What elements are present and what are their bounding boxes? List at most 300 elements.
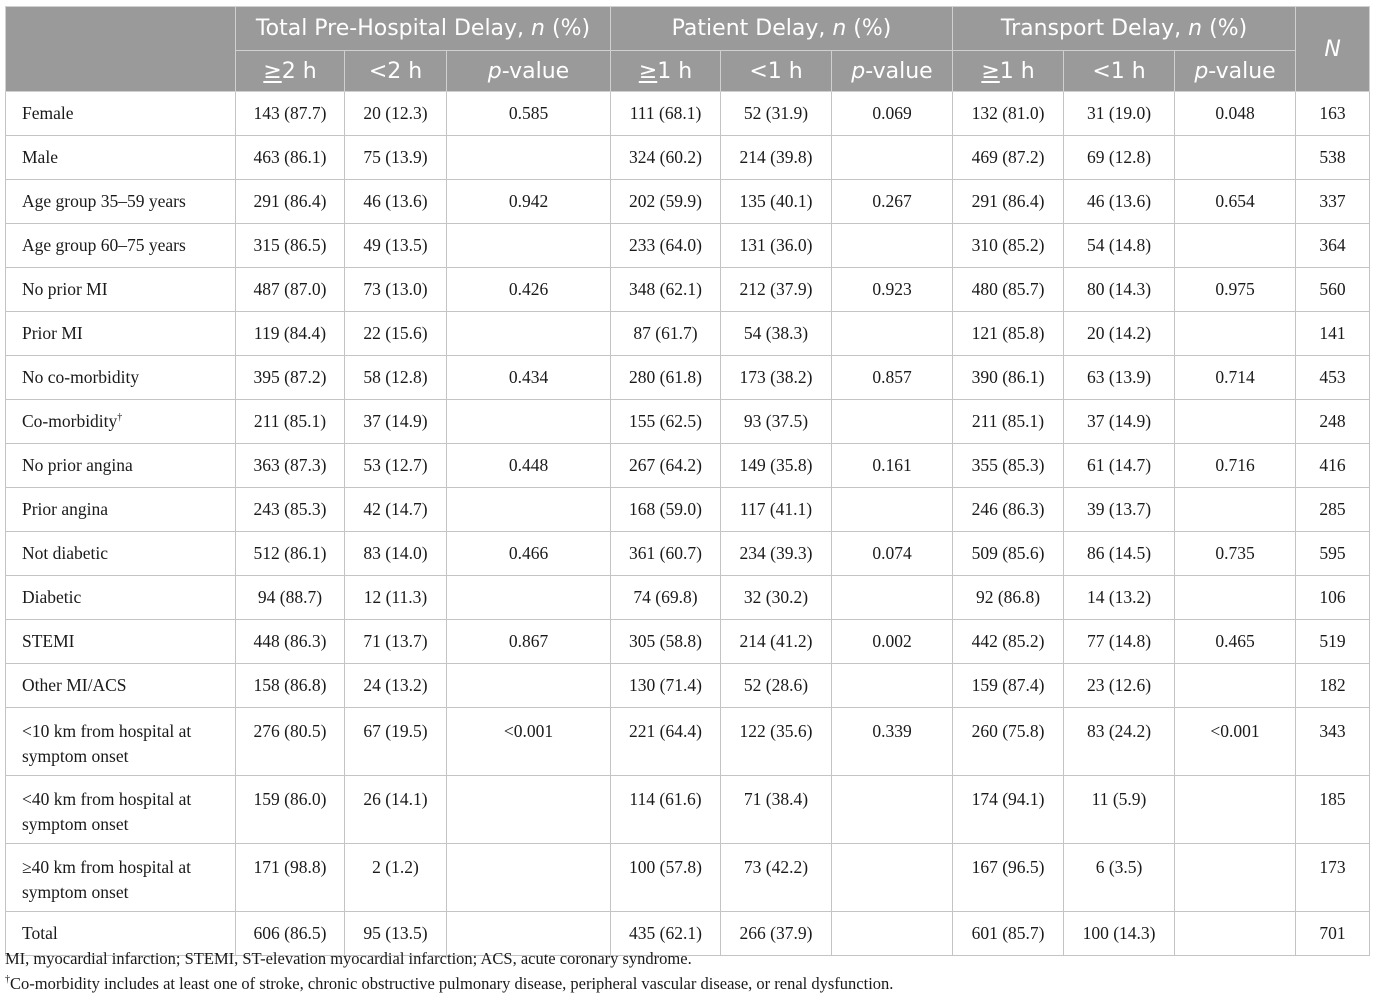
cell-value: 83 (24.2) — [1086, 721, 1152, 741]
header-group-text: (%) — [1202, 16, 1248, 41]
table-cell — [1064, 620, 1175, 664]
cell-value: 49 (13.5) — [363, 235, 428, 255]
cell-value: 174 (94.1) — [971, 789, 1045, 809]
cell-value: 46 (13.6) — [363, 191, 428, 211]
subheader-cell — [447, 51, 611, 92]
cell-value: 355 (85.3) — [971, 455, 1045, 475]
cell-value: 0.735 — [1215, 543, 1255, 563]
table-cell — [953, 268, 1064, 312]
table-cell — [832, 444, 953, 488]
table-cell — [721, 844, 832, 912]
row-label-cell — [6, 312, 236, 356]
cell-value: 95 (13.5) — [363, 923, 428, 943]
cell-value: 487 (87.0) — [253, 279, 327, 299]
table-cell — [1064, 444, 1175, 488]
cell-value: 26 (14.1) — [363, 789, 428, 809]
table-cell — [611, 844, 721, 912]
table-cell — [953, 136, 1064, 180]
table-cell — [953, 356, 1064, 400]
cell-value — [832, 400, 952, 409]
cell-value: 24 (13.2) — [363, 675, 428, 695]
cell-value: 119 (84.4) — [253, 323, 327, 343]
row-label-cell — [6, 356, 236, 400]
cell-value: 149 (35.8) — [739, 455, 813, 475]
table-cell — [953, 776, 1064, 844]
cell-value: 185 — [1319, 789, 1346, 809]
cell-value: 122 (35.6) — [739, 721, 813, 741]
table-header — [6, 7, 1370, 92]
row-label-wrap — [22, 444, 229, 478]
cell-value: 248 — [1319, 411, 1346, 431]
table-cell — [345, 268, 447, 312]
cell-value: 363 (87.3) — [253, 455, 327, 475]
table-row — [6, 620, 1370, 664]
table-cell — [953, 620, 1064, 664]
header-group-italic: n — [832, 16, 847, 41]
subheader-symbol: < — [368, 58, 388, 84]
cell-value: 512 (86.1) — [253, 543, 327, 563]
table-cell — [832, 776, 953, 844]
cell-value: 32 (30.2) — [743, 587, 809, 607]
table-cell — [721, 664, 832, 708]
table-cell — [345, 488, 447, 532]
cell-value: 519 — [1319, 631, 1346, 651]
table-cell — [345, 708, 447, 776]
row-label: Diabetic — [22, 587, 82, 607]
table-cell — [236, 356, 345, 400]
cell-value: 71 (13.7) — [363, 631, 428, 651]
row-label-cell — [6, 268, 236, 312]
table-cell — [1175, 136, 1296, 180]
row-label-wrap — [22, 532, 229, 566]
cell-value: 337 — [1319, 191, 1346, 211]
subheader-text: 1 h — [999, 58, 1035, 84]
table-cell — [953, 444, 1064, 488]
table-cell — [832, 356, 953, 400]
subheader-symbol: ≥ — [638, 58, 658, 84]
cell-value — [1175, 664, 1295, 673]
table-cell — [611, 180, 721, 224]
header-row-groups — [6, 7, 1370, 51]
row-label: No prior angina — [22, 455, 133, 475]
table-cell — [1064, 576, 1175, 620]
cell-value — [447, 224, 610, 233]
cell-value: 0.654 — [1215, 191, 1255, 211]
cell-value: 135 (40.1) — [739, 191, 813, 211]
table-cell — [611, 488, 721, 532]
table-cell — [1175, 92, 1296, 136]
table-cell — [447, 312, 611, 356]
table-cell — [832, 136, 953, 180]
cell-value: 343 — [1319, 721, 1346, 741]
table-cell — [236, 776, 345, 844]
row-label-wrap — [22, 400, 229, 434]
cell-value: 75 (13.9) — [363, 147, 428, 167]
table-cell — [447, 400, 611, 444]
cell-value: 106 — [1319, 587, 1346, 607]
cell-value: 260 (75.8) — [971, 721, 1045, 741]
row-label: No prior MI — [22, 279, 108, 299]
table-cell — [1175, 708, 1296, 776]
table-cell — [1296, 844, 1370, 912]
row-label-wrap — [22, 708, 229, 769]
table-cell — [447, 708, 611, 776]
table-cell — [953, 488, 1064, 532]
table-cell — [721, 708, 832, 776]
cell-value: 171 (98.8) — [253, 857, 327, 877]
table-cell — [1296, 664, 1370, 708]
header-n: N — [1296, 7, 1370, 92]
table-cell — [721, 400, 832, 444]
cell-value: 167 (96.5) — [971, 857, 1045, 877]
table-cell — [236, 532, 345, 576]
table-cell — [447, 576, 611, 620]
cell-value: 0.267 — [872, 191, 912, 211]
table-cell — [832, 576, 953, 620]
cell-value: 63 (13.9) — [1086, 367, 1152, 387]
cell-value: 560 — [1319, 279, 1346, 299]
row-label: Other MI/ACS — [22, 675, 127, 695]
cell-value: 39 (13.7) — [1086, 499, 1152, 519]
table-cell — [1175, 180, 1296, 224]
table-cell — [953, 92, 1064, 136]
table-cell — [345, 92, 447, 136]
delay-table — [5, 6, 1370, 956]
row-label-wrap — [22, 180, 229, 214]
subheader-text: 1 h — [767, 58, 803, 84]
row-label: Total — [22, 923, 58, 943]
table-cell — [611, 576, 721, 620]
table-body — [6, 92, 1370, 956]
subheader-text: 1 h — [657, 58, 693, 84]
table-cell — [721, 444, 832, 488]
table-cell — [611, 136, 721, 180]
table-cell — [345, 180, 447, 224]
cell-value — [447, 776, 610, 787]
table-cell — [345, 444, 447, 488]
table-cell — [236, 136, 345, 180]
cell-value: 0.585 — [508, 103, 549, 123]
row-label: Not diabetic — [22, 543, 109, 563]
header-group-text: Patient Delay, — [671, 16, 833, 41]
table-cell — [447, 488, 611, 532]
table-cell — [1064, 400, 1175, 444]
row-label-cell — [6, 224, 236, 268]
row-label-cell — [6, 576, 236, 620]
header-group-total-delay — [236, 7, 611, 51]
cell-value — [832, 844, 952, 855]
table-cell — [1296, 444, 1370, 488]
row-label: Prior MI — [22, 323, 83, 343]
table-row — [6, 664, 1370, 708]
cell-value: 0.434 — [508, 367, 549, 387]
table-cell — [1175, 444, 1296, 488]
table-container — [5, 6, 1369, 956]
row-label-wrap — [22, 620, 229, 654]
cell-value: 93 (37.5) — [743, 411, 809, 431]
cell-value: 71 (38.4) — [743, 789, 809, 809]
table-cell — [1175, 268, 1296, 312]
row-label-wrap — [22, 844, 229, 905]
cell-value: 173 — [1319, 857, 1346, 877]
cell-value: 0.048 — [1215, 103, 1255, 123]
table-cell — [345, 620, 447, 664]
cell-value: 143 (87.7) — [253, 103, 327, 123]
row-label-wrap — [22, 356, 229, 390]
table-cell — [1175, 532, 1296, 576]
subheader-symbol: < — [749, 58, 768, 84]
table-cell — [721, 92, 832, 136]
row-label-wrap — [22, 664, 229, 698]
cell-value: 285 — [1319, 499, 1346, 519]
table-cell — [1296, 776, 1370, 844]
row-label-wrap — [22, 776, 229, 837]
cell-value: 305 (58.8) — [629, 631, 702, 651]
cell-value: 173 (38.2) — [739, 367, 813, 387]
table-cell — [447, 136, 611, 180]
table-cell — [236, 620, 345, 664]
row-label-wrap — [22, 576, 229, 610]
cell-value: 0.942 — [508, 191, 549, 211]
table-cell — [832, 844, 953, 912]
cell-value: 0.714 — [1215, 367, 1255, 387]
cell-value: 361 (60.7) — [629, 543, 702, 563]
row-label-wrap — [22, 488, 229, 522]
row-label-cell — [6, 844, 236, 912]
table-row — [6, 136, 1370, 180]
table-cell — [1296, 576, 1370, 620]
row-label-cell — [6, 776, 236, 844]
table-cell — [345, 136, 447, 180]
cell-value: 12 (11.3) — [363, 587, 428, 607]
row-label: Age group 60–75 years — [22, 235, 186, 255]
table-cell — [1064, 356, 1175, 400]
cell-value: 0.867 — [508, 631, 549, 651]
subheader-cell — [721, 51, 832, 92]
cell-value — [447, 400, 610, 409]
cell-value: 92 (86.8) — [975, 587, 1041, 607]
table-cell — [1064, 488, 1175, 532]
subheader-symbol: ≥ — [981, 58, 1000, 84]
cell-value: 83 (14.0) — [363, 543, 428, 563]
cell-value: 0.161 — [872, 455, 912, 475]
cell-value: 211 (85.1) — [971, 411, 1045, 431]
cell-value: 67 (19.5) — [363, 721, 428, 741]
cell-value: 0.339 — [872, 721, 912, 741]
header-group-transport-delay — [953, 7, 1296, 51]
table-cell — [721, 268, 832, 312]
subheader-cell — [953, 51, 1064, 92]
cell-value: 80 (14.3) — [1086, 279, 1152, 299]
cell-value: 87 (61.7) — [633, 323, 698, 343]
cell-value — [447, 664, 610, 673]
table-cell — [236, 224, 345, 268]
cell-value: 22 (15.6) — [363, 323, 428, 343]
table-cell — [236, 400, 345, 444]
row-label: Age group 35–59 years — [22, 191, 186, 211]
table-cell — [953, 400, 1064, 444]
table-cell — [611, 400, 721, 444]
cell-value: 448 (86.3) — [253, 631, 327, 651]
cell-value: 131 (36.0) — [739, 235, 813, 255]
table-cell — [611, 532, 721, 576]
table-cell — [953, 532, 1064, 576]
cell-value: 212 (37.9) — [739, 279, 813, 299]
table-row — [6, 92, 1370, 136]
table-cell — [1175, 576, 1296, 620]
table-cell — [953, 844, 1064, 912]
table-cell — [1064, 708, 1175, 776]
header-group-text: Transport Delay, — [1000, 16, 1189, 41]
footnote-abbreviations: MI, myocardial infarction; STEMI, ST-elevation myocardial infarction; ACS, acute coronary syndrome. — [5, 949, 692, 968]
table-cell — [1296, 92, 1370, 136]
cell-value: 390 (86.1) — [971, 367, 1045, 387]
cell-value: 111 (68.1) — [629, 103, 702, 123]
cell-value: 601 (85.7) — [971, 923, 1045, 943]
cell-value: 538 — [1319, 147, 1346, 167]
cell-value: 31 (19.0) — [1086, 103, 1152, 123]
cell-value: 266 (37.9) — [739, 923, 813, 943]
table-cell — [611, 92, 721, 136]
cell-value — [1175, 136, 1295, 145]
cell-value — [447, 576, 610, 585]
table-row — [6, 400, 1370, 444]
cell-value: 20 (14.2) — [1086, 323, 1152, 343]
subheader-italic: p — [487, 58, 502, 84]
table-row — [6, 488, 1370, 532]
cell-value: 77 (14.8) — [1086, 631, 1152, 651]
cell-value: 121 (85.8) — [971, 323, 1045, 343]
table-row — [6, 532, 1370, 576]
subheader-text: 1 h — [1110, 58, 1146, 84]
cell-value: 73 (13.0) — [363, 279, 428, 299]
row-label: Co-morbidity — [22, 411, 118, 431]
cell-value: 100 (57.8) — [629, 857, 702, 877]
table-cell — [1296, 532, 1370, 576]
cell-value: 0.466 — [508, 543, 549, 563]
cell-value: <0.001 — [1210, 721, 1260, 741]
table-cell — [832, 620, 953, 664]
table-cell — [611, 620, 721, 664]
row-label: Male — [22, 147, 58, 167]
dagger-symbol: † — [5, 974, 10, 985]
cell-value: 61 (14.7) — [1086, 455, 1152, 475]
cell-value — [1175, 844, 1295, 855]
cell-value: 234 (39.3) — [739, 543, 813, 563]
cell-value: 0.975 — [1215, 279, 1255, 299]
subheader-cell — [611, 51, 721, 92]
table-cell — [1175, 664, 1296, 708]
table-cell — [832, 708, 953, 776]
table-row — [6, 708, 1370, 776]
table-cell — [236, 844, 345, 912]
table-cell — [953, 180, 1064, 224]
table-cell — [721, 776, 832, 844]
subheader-cell — [1064, 51, 1175, 92]
cell-value — [832, 136, 952, 145]
table-cell — [345, 844, 447, 912]
table-row — [6, 844, 1370, 912]
cell-value — [447, 844, 610, 855]
subheader-text: 2 h — [281, 58, 317, 84]
table-cell — [721, 576, 832, 620]
header-group-text: (%) — [846, 16, 892, 41]
cell-value: 0.857 — [872, 367, 912, 387]
cell-value: 6 (3.5) — [1095, 857, 1143, 877]
cell-value — [832, 912, 952, 921]
table-cell — [1064, 268, 1175, 312]
cell-value: 0.426 — [508, 279, 549, 299]
table-cell — [1296, 312, 1370, 356]
table-cell — [721, 488, 832, 532]
cell-value: 100 (14.3) — [1082, 923, 1156, 943]
table-cell — [953, 224, 1064, 268]
cell-value: 73 (42.2) — [743, 857, 809, 877]
cell-value: 221 (64.4) — [629, 721, 702, 741]
cell-value: 52 (28.6) — [743, 675, 809, 695]
cell-value: 58 (12.8) — [363, 367, 428, 387]
table-cell — [1296, 268, 1370, 312]
cell-value — [447, 488, 610, 497]
cell-value: 20 (12.3) — [363, 103, 428, 123]
cell-value — [447, 912, 610, 921]
table-cell — [1175, 312, 1296, 356]
table-cell — [345, 224, 447, 268]
row-label-cell — [6, 532, 236, 576]
cell-value: 54 (14.8) — [1086, 235, 1152, 255]
table-row — [6, 268, 1370, 312]
table-cell — [1296, 180, 1370, 224]
subheader-cell — [345, 51, 447, 92]
cell-value — [832, 224, 952, 233]
cell-value: 53 (12.7) — [363, 455, 428, 475]
cell-value: 276 (80.5) — [253, 721, 327, 741]
table-cell — [447, 532, 611, 576]
table-cell — [447, 268, 611, 312]
cell-value: 117 (41.1) — [739, 499, 813, 519]
table-cell — [1064, 224, 1175, 268]
cell-value: 211 (85.1) — [253, 411, 327, 431]
cell-value: 463 (86.1) — [253, 147, 327, 167]
cell-value: 291 (86.4) — [971, 191, 1045, 211]
table-cell — [832, 92, 953, 136]
cell-value: 469 (87.2) — [971, 147, 1045, 167]
table-row — [6, 356, 1370, 400]
table-cell — [953, 312, 1064, 356]
cell-value: 509 (85.6) — [971, 543, 1045, 563]
table-cell — [721, 180, 832, 224]
footnote-comorbidity-text: Co-morbidity includes at least one of stroke, chronic obstructive pulmonary disease, peripheral vascular disease, or renal dysfunction. — [10, 974, 894, 993]
row-label-cell — [6, 444, 236, 488]
cell-value — [1175, 224, 1295, 233]
cell-value: 37 (14.9) — [1086, 411, 1152, 431]
cell-value: 243 (85.3) — [253, 499, 327, 519]
row-label-wrap — [22, 312, 229, 346]
table-cell — [447, 664, 611, 708]
header-group-italic: n — [1188, 16, 1203, 41]
table-cell — [236, 92, 345, 136]
table-cell — [1296, 224, 1370, 268]
cell-value: 364 — [1319, 235, 1346, 255]
row-label-wrap — [22, 268, 229, 302]
cell-value: 0.448 — [508, 455, 549, 475]
table-cell — [1175, 356, 1296, 400]
table-cell — [611, 664, 721, 708]
table-row — [6, 776, 1370, 844]
table-cell — [1296, 488, 1370, 532]
cell-value: 0.002 — [872, 631, 912, 651]
row-label: ≥40 km from hospital at symptom onset — [22, 857, 192, 902]
